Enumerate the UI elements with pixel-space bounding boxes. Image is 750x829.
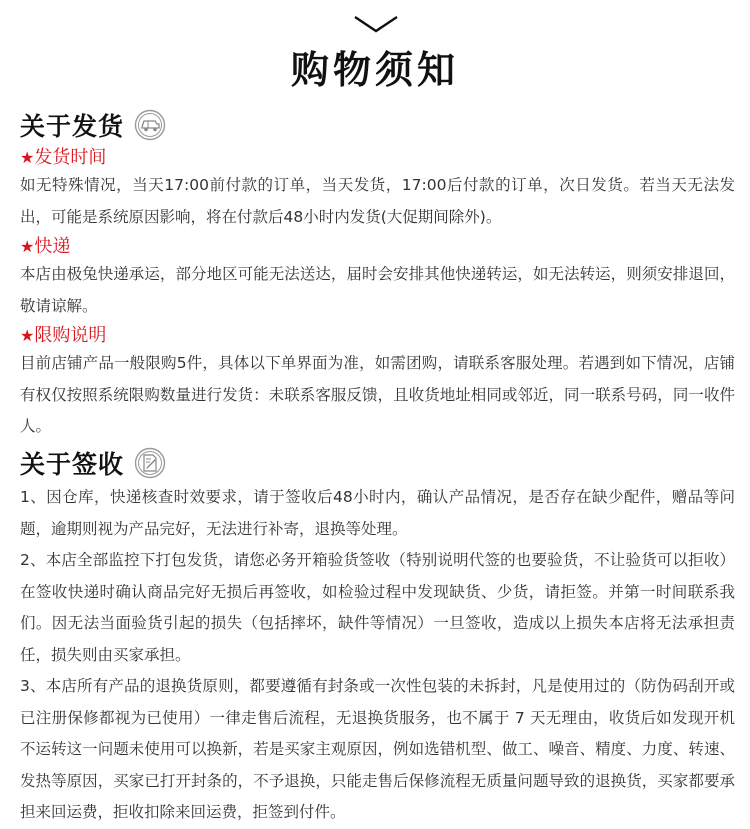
paragraph: 3、本店所有产品的退换货原则，都要遵循有封条或一次性包装的未拆封，凡是使用过的（防伪码刮开或已注册保修都视为已使用）一律走售后流程，无退换货服务，也不属于 7 天无理由，收货后如发现开机不运转这一问题未使用可以换新，若是买家主观原因，例如选错机型、做工、噪音、精度、力度、转速、发热等原因，买家已打开封条的，不予退换，只能走售后保修流程无质量问题导致的退换货，买家都要承担来回运费，拒收扣除来回运费，拒签到付件。 bbox=[20, 677, 735, 821]
star-icon: ★ bbox=[20, 237, 35, 256]
shipping-item-express bbox=[20, 235, 735, 322]
receipt-section bbox=[20, 444, 735, 829]
paragraph: 1、因仓库，快递核查时效要求，请于签收后48小时内，确认产品情况，是否存在缺少配件，赠品等问题，逾期则视为产品完好，无法进行补寄，退换等处理。 bbox=[20, 488, 735, 538]
sub-heading bbox=[20, 146, 735, 170]
paragraph: 如无特殊情况，当天17:00前付款的订单，当天发货，17:00后付款的订单，次日发货。若当天无法发出，可能是系统原因影响，将在付款后48小时内发货(大促期间除外)。 bbox=[20, 176, 735, 226]
shipping-section bbox=[20, 106, 735, 443]
truck-icon bbox=[134, 109, 166, 141]
paragraph: 目前店铺产品一般限购5件，具体以下单界面为准，如需团购，请联系客服处理。若遇到如下情况，店铺有权仅按照系统限购数量进行发货：未联系客服反馈，且收货地址相同或邻近，同一联系号码，同一收件人。 bbox=[20, 354, 735, 435]
receipt-heading bbox=[20, 444, 735, 482]
signature-icon bbox=[134, 447, 166, 479]
sub-heading bbox=[20, 324, 735, 348]
paragraph: 2、本店全部监控下打包发货，请您必务开箱验货签收（特别说明代签的也要验货，不让验货可以拒收）在签收快递时确认商品完好无损后再签收，如检验过程中发现缺货、少货，请拒签。并第一时间联系我们。因无法当面验货引起的损失（包括摔坏，缺件等情况）一旦签收，造成以上损失本店将无法承担责任，损失则由买家承担。 bbox=[20, 551, 735, 664]
star-icon: ★ bbox=[20, 326, 35, 345]
sub-heading bbox=[20, 235, 735, 259]
page-title: 购物须知 bbox=[290, 48, 459, 92]
shipping-heading-text: 关于发货 bbox=[20, 112, 125, 141]
shipping-heading bbox=[20, 106, 735, 144]
sub-heading-label: 快递 bbox=[34, 236, 71, 257]
shipping-item-limit bbox=[20, 324, 735, 443]
sub-heading-label: 发货时间 bbox=[34, 147, 107, 168]
shipping-item-time bbox=[20, 146, 735, 233]
star-icon: ★ bbox=[20, 148, 35, 167]
receipt-heading-text: 关于签收 bbox=[20, 450, 125, 479]
paragraph: 本店由极兔快递承运，部分地区可能无法送达，届时会安排其他快递转运，如无法转运，则须安排退回，敬请谅解。 bbox=[20, 265, 735, 315]
chevron-down-icon bbox=[353, 14, 399, 34]
sub-heading-label: 限购说明 bbox=[34, 325, 107, 346]
